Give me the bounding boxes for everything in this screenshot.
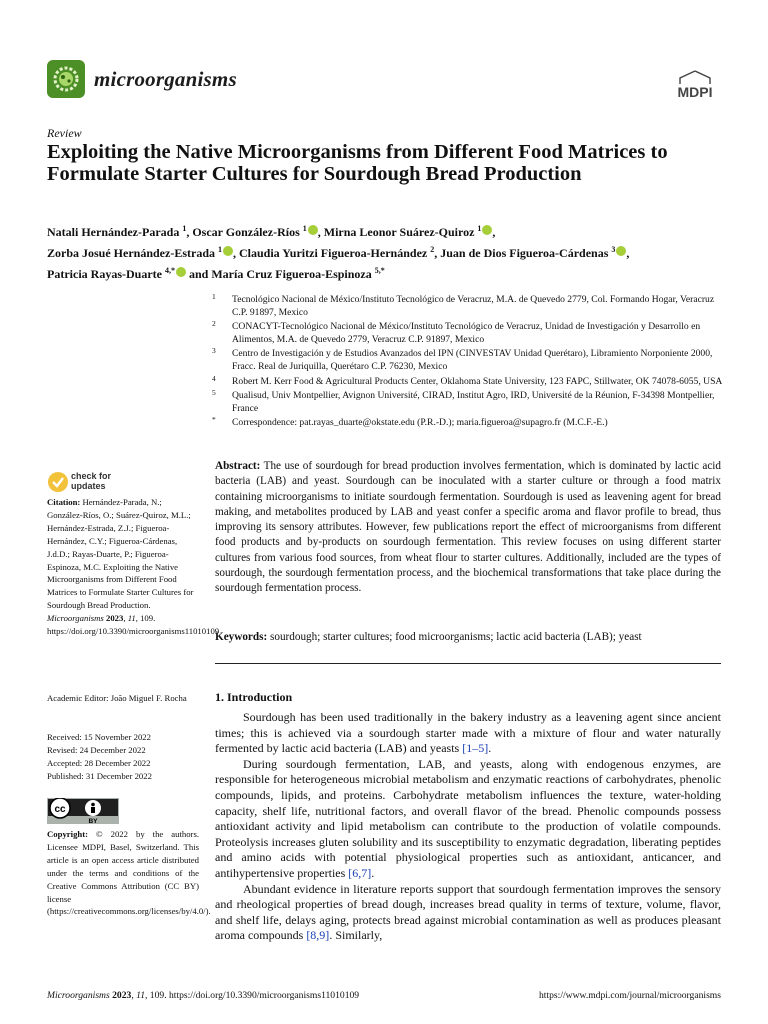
citation-volume: 11 xyxy=(127,613,136,624)
author-name[interactable]: Zorba Josué Hernández-Estrada xyxy=(47,246,215,260)
author-name[interactable]: Juan de Dios Figueroa-Cárdenas xyxy=(440,246,609,260)
affiliation-text: Qualisud, Univ Montpellier, Avignon Université, CIRAD, Institut Agro, IRD, Université de la Réunion, F-34398 Montpellier, France xyxy=(232,390,715,414)
orcid-icon[interactable] xyxy=(616,246,626,256)
keywords-text: sourdough; starter cultures; food microorganisms; lactic acid bacteria (LAB); yeast xyxy=(270,631,642,643)
orcid-icon[interactable] xyxy=(176,267,186,277)
author-conjunction: and xyxy=(188,267,209,281)
affiliation-number: 1 xyxy=(212,292,216,301)
affiliation-text: CONACYT-Tecnológico Nacional de México/Instituto Tecnológico de Veracruz, Unidad de Investigación y Desarrollo en Alimentos, M.A. de Quevedo 2779, Veracruz C.P. 91897, Mexico xyxy=(232,321,701,345)
mdpi-logo-text: MDPI xyxy=(677,84,713,100)
article-dates xyxy=(47,731,197,783)
accepted-date: Accepted: 28 December 2022 xyxy=(47,757,151,768)
affiliation-number: 2 xyxy=(212,319,216,329)
author-affiliation-sup: 2 xyxy=(430,245,435,254)
orcid-icon[interactable] xyxy=(308,225,318,235)
abstract-text: The use of sourdough for bread production involves fermentation, which is dominated by lactic acid bacteria (LAB) and yeast. Sourdough can be inoculated with a starter culture or through a food matrix containing microorganisms to initiate sourdough fermentation. Sourdough is used as leavening agent for bread making, and metabolites produced by LAB and yeast confer a specific aroma and flavor profile to bread, thus improving its sensory attributes. However, few publications report the effect of microorganisms from different food products and by-products on sourdough fermentation. This review focuses on using different starter cultures from various food sources, from wheat flour to starter cultures. Additionally, included are the types of sourdough, the sourdough fermentation process, and the biochemical transformations that take place during the sourdough fermentation process. xyxy=(215,460,721,595)
cc-license-icon[interactable] xyxy=(47,798,119,824)
author-affiliation-sup: 3 xyxy=(611,245,616,254)
footer-volume: 11 xyxy=(136,990,145,1001)
footer-doi[interactable]: , 109. https://doi.org/10.3390/microorganisms11010109 xyxy=(145,990,360,1001)
paragraph: Sourdough has been used traditionally in the bakery industry as a leavening agent since ancient times; this is achieved via a sourdough starter made with a mixture of flour and water naturally fermented by lactic acid bacteria (LAB) and yeasts [1–5]. xyxy=(215,710,721,756)
affiliation-item xyxy=(212,294,727,319)
paragraph-tail: . Similarly, xyxy=(329,928,383,943)
editor-name: João Miguel F. Rocha xyxy=(110,693,187,703)
revised-date: Revised: 24 December 2022 xyxy=(47,744,146,755)
received-date: Received: 15 November 2022 xyxy=(47,732,151,742)
cc-icon-text: cc xyxy=(54,804,66,815)
affiliation-item xyxy=(212,373,727,389)
section-divider xyxy=(215,663,721,664)
orcid-icon[interactable] xyxy=(482,225,492,235)
author-list: Natali Hernández-Parada $^1$, Oscar González-Ríos $^1$ , Mirna Leonor Suárez-Quiroz $^1$ , Zorba Josué Hernández-Estrada $^1$ , Claudia Yuritzi Figueroa-Hernández $^2$, Juan de Dios Figueroa-Cárdenas $^3$ , Patricia Rayas-Duarte $^{4,*}$ and María Cruz Figueroa-Espinoza $^{5,*}$ xyxy=(47,224,630,281)
paragraph: During sourdough fermentation, LAB, and yeasts, along with endogenous enzymes, are responsible for heterogeneous microbial metabolism and enzymatic reactions of carbohydrates, phenolic compounds, lipids, and proteins. Carbohydrate metabolism influences the texture, water-holding capacity, shelf life, nutritional factors, and overall flavor of the bread. Phenolic compounds possess antioxidant activity and lipid metabolism can contribute to the production of volatile compounds. Proteolysis increases gluten solubility and its susceptibility to enzymatic degradation, liberating peptides and amino acids with potential physiological properties such as antioxidant, anticancer, and antihypertensive properties [6,7]. xyxy=(215,756,721,880)
editor-label: Academic Editor: xyxy=(47,693,109,703)
author-name[interactable]: Claudia Yuritzi Figueroa-Hernández xyxy=(239,246,428,260)
journal-name: microorganisms xyxy=(94,67,237,91)
correspondence-text[interactable]: Correspondence: pat.rayas_duarte@okstate.edu (P.R.-D.); maria.figueroa@supagro.fr (M.C.F.-E.) xyxy=(232,417,608,429)
reference-link[interactable]: [8,9] xyxy=(306,928,330,943)
affiliation-item xyxy=(212,321,727,346)
author-name[interactable]: Natali Hernández-Parada xyxy=(47,225,180,239)
article-type: Review xyxy=(47,126,82,140)
introduction-body xyxy=(215,710,721,944)
reference-link[interactable]: [6,7] xyxy=(348,865,372,880)
copyright-block xyxy=(47,828,211,918)
affiliation-item xyxy=(212,348,727,373)
affiliation-text: Tecnológico Nacional de México/Instituto Tecnológico de Veracruz, M.A. de Quevedo 2779, Col. Formando Hogar, Veracruz C.P. 91897, Mexico xyxy=(232,294,715,318)
footer-journal-url[interactable]: https://www.mdpi.com/journal/microorganisms xyxy=(539,990,721,1001)
journal-logo-icon xyxy=(47,60,85,98)
affiliation-number: * xyxy=(212,415,216,425)
cc-by-text: BY xyxy=(88,818,98,824)
author-name[interactable]: Patricia Rayas-Duarte xyxy=(47,267,162,281)
correspondence xyxy=(212,417,727,430)
footer-year: 2023 xyxy=(112,990,132,1001)
affiliation-number: 3 xyxy=(212,346,216,356)
author-name[interactable]: Oscar González-Ríos xyxy=(192,225,300,239)
paragraph-text: Sourdough has been used traditionally in the bakery industry as a leavening agent since ancient times; this is achieved via a sourdough starter made with a mixture of flour and water naturally fermented by lactic acid bacteria (LAB) and yeasts xyxy=(215,710,721,756)
copyright-text: © 2022 by the authors. Licensee MDPI, Basel, Switzerland. This article is an open access article distributed under the terms and conditions of the Creative Commons Attribution (CC BY) license (https://creativecommons.org/licenses/by/4.0/). xyxy=(47,829,211,917)
paragraph-text: Abundant evidence in literature reports support that sourdough fermentation improves the sensory and rheological properties of bread dough, increases bread quality in terms of texture, volume, flavor, and shelf life, delays aging, protects bread against microbial contamination as well as produces pleasant aroma compounds xyxy=(215,881,721,943)
paragraph-text: During sourdough fermentation, LAB, and yeasts, along with endogenous enzymes, are responsible for heterogeneous microbial metabolism and enzymatic reactions of carbohydrates, phenolic compounds, lipids, and proteins. Carbohydrate metabolism influences the texture, water-holding capacity, shelf life, nutritional factors, and overall flavor of the bread. Phenolic compounds possess antioxidant activity and lipid metabolism can contribute to the production of volatile compounds. Proteolysis increases gluten solubility and its susceptibility to enzymatic degradation, liberating peptides and amino acids with potential physiological properties such as antioxidant, anticancer, and antihypertensive properties xyxy=(215,756,721,880)
check-updates-icon xyxy=(47,471,69,493)
footer-citation: Microorganisms 2023, 11, 109. https://doi.org/10.3390/microorganisms11010109 xyxy=(47,990,360,1001)
keywords xyxy=(215,630,721,645)
citation-label: Citation: xyxy=(47,497,81,507)
academic-editor xyxy=(47,692,197,705)
abstract-label: Abstract: xyxy=(215,460,261,472)
keywords-label: Keywords: xyxy=(215,631,268,643)
author-affiliation-sup: 5,* xyxy=(374,266,385,275)
citation-journal: Microorganisms xyxy=(47,613,104,624)
paragraph xyxy=(215,882,721,944)
published-date: Published: 31 December 2022 xyxy=(47,770,152,781)
citation-doi[interactable]: , 109. https://doi.org/10.3390/microorganisms11010109 xyxy=(47,613,220,637)
abstract xyxy=(215,459,721,597)
author-affiliation-sup: 1 xyxy=(218,245,222,254)
affiliations xyxy=(212,294,727,432)
affiliation-item xyxy=(212,390,727,415)
copyright-label: Copyright: xyxy=(47,829,89,839)
footer-journal: Microorganisms xyxy=(47,990,110,1001)
citation-year: 2023 xyxy=(105,613,124,624)
affiliation-text: Robert M. Kerr Food & Agricultural Products Center, Oklahoma State University, 123 FAPC, Stillwater, OK 74078-6055, USA xyxy=(232,375,723,387)
citation-block: Citation: Hernández-Parada, N.; González-Ríos, O.; Suárez-Quiroz, M.L.; Hernández-Estrada, Z.J.; Figueroa-Hernández, C.Y.; Figueroa-Cárdenas, J.d.D.; Rayas-Duarte, P.; Figueroa-Espinoza, M.C. Exploiting the Native Microorganisms from Different Food Matrices to Formulate Starter Cultures for Sourdough Bread Production. Microorganisms 2023, 11, 109. https://doi.org/10.3390/microorganisms11010109 xyxy=(47,497,220,637)
check-updates-line2: updates xyxy=(71,480,106,491)
reference-link[interactable]: [1–5] xyxy=(462,741,489,756)
author-name[interactable]: María Cruz Figueroa-Espinoza xyxy=(211,267,372,281)
author-affiliation-sup: 1 xyxy=(182,224,187,233)
citation-text: Hernández-Parada, N.; González-Ríos, O.; Suárez-Quiroz, M.L.; Hernández-Estrada, Z.J.; Figueroa-Hernández, C.Y.; Figueroa-Cárdenas, J.d.D.; Rayas-Duarte, P.; Figueroa-Espinoza, M.C. Exploiting the Native Microorganisms from Different Food Matrices to Formulate Starter Cultures for Sourdough Bread Production. xyxy=(47,497,194,611)
article-title: Exploiting the Native Microorganisms from Different Food Matrices to Formulate Starter Cultures for Sourdough Bread Production xyxy=(47,141,668,185)
affiliation-text: Centro de Investigación y de Estudios Avanzados del IPN (CINVESTAV Unidad Querétaro), Libramiento Norponiente 2000, Fracc. Real de Juriquilla, Querétaro C.P. 76230, Mexico xyxy=(232,348,713,372)
check-for-updates-button[interactable] xyxy=(47,471,117,493)
author-affiliation-sup: 1 xyxy=(302,224,307,233)
check-updates-label xyxy=(71,472,111,491)
section-heading: 1. Introduction xyxy=(215,690,293,704)
author-affiliation-sup: 1 xyxy=(477,224,482,233)
mdpi-logo-icon xyxy=(668,70,722,102)
affiliation-number: 4 xyxy=(212,373,216,383)
affiliation-number: 5 xyxy=(212,388,216,398)
orcid-icon[interactable] xyxy=(223,246,233,256)
author-name[interactable]: Mirna Leonor Suárez-Quiroz xyxy=(323,225,475,239)
author-affiliation-sup: 4,* xyxy=(164,266,175,275)
check-updates-line1: check for xyxy=(71,471,112,481)
